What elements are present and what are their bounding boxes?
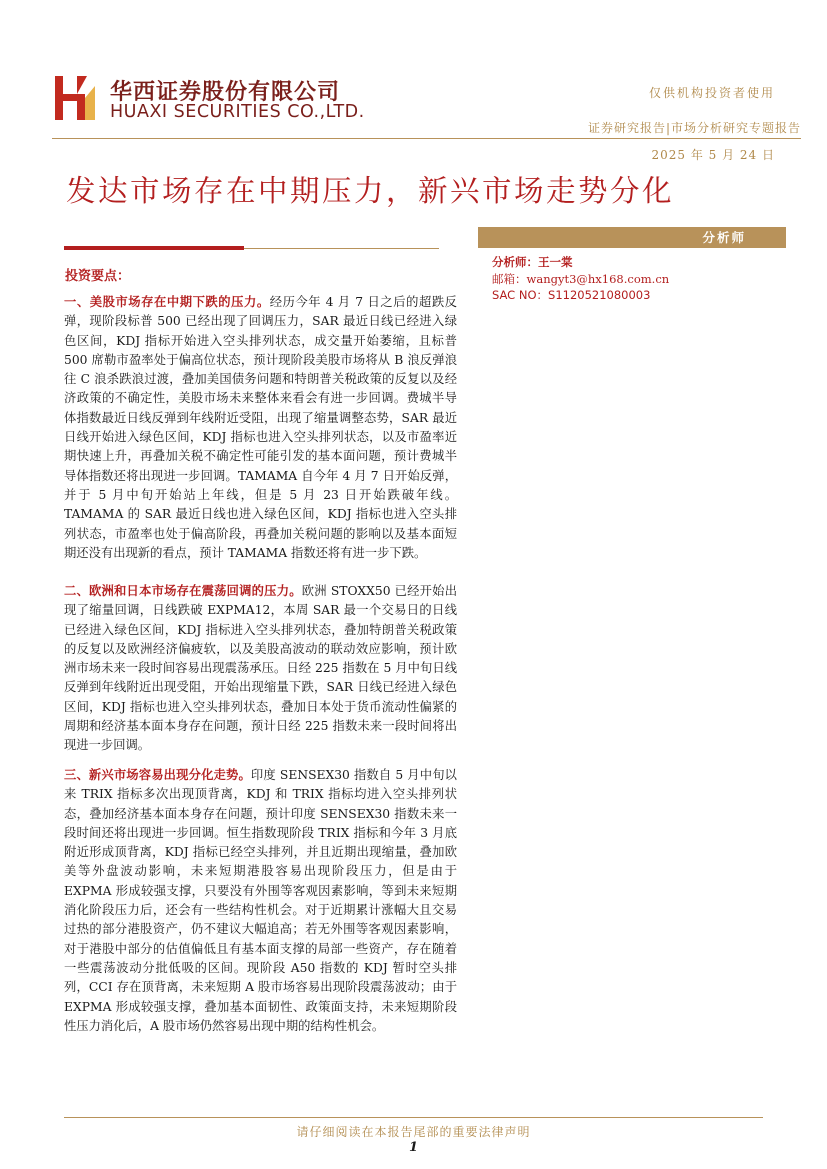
huaxi-logo-icon (53, 72, 97, 124)
header-divider (52, 138, 801, 139)
section-text: 印度 SENSEX30 指数自 5 月中旬以来 TRIX 指标多次出现顶背离，KDJ 和 TRIX 指标均进入空头排列状态，叠加经济基本面本身存在问题，预计印度 SENSEX30 指数未来一段时间还将出现进一步回调。恒生指数现阶段 TRIX 指标和今年 3 月底附近形成顶背离，KDJ 指标已经空头排列，并且近期出现缩量，叠加欧美等外盘波动影响，未来短期港股容易出现阶段压力，但是由于 EXPMA 形成较强支撑，只要没有外围等客观因素影响，等到未来短期消化阶段压力后，还会有一些结构性机会。对于近期累计涨幅大且交易过热的部分港股资产，仍不建议大幅追高；若无外围等客观因素影响，对于港股中部分的估值偏低且有基本面支撑的局部一些资产，存在随着一些震荡波动分批低吸的区间。现阶段 A50 指数的 KDJ 暂时空头排列，CCI 存在顶背离，未来短期 A 股市场容易出现阶段震荡波动；由于 EXPMA 形成较强支撑，叠加基本面韧性、政策面支持，未来短期阶段性压力消化后，A 股市场仍然容易出现中期的结构性机会。 (64, 768, 457, 1033)
section-lead: 一、美股市场存在中期下跌的压力。 (64, 294, 270, 309)
report-title: 发达市场存在中期压力，新兴市场走势分化 (66, 174, 675, 208)
key-points-heading: 投资要点： (65, 269, 131, 284)
title-underline (64, 246, 439, 250)
section-lead: 三、新兴市场容易出现分化走势。 (64, 767, 251, 782)
section-lead: 二、欧洲和日本市场存在震荡回调的压力。 (64, 583, 302, 598)
company-name-cn: 华西证券股份有限公司 (110, 80, 341, 105)
analyst-sac-number: SAC NO：S1120521080003 (492, 288, 651, 302)
section-us-market (64, 292, 457, 563)
analyst-box-header: 分析师 (478, 227, 786, 248)
section-emerging-market (64, 765, 457, 1036)
analyst-email: 邮箱：wangyt3@hx168.com.cn (492, 272, 670, 286)
section-europe-japan-market (64, 581, 457, 756)
legal-notice: 请仔细阅读在本报告尾部的重要法律声明 (296, 1125, 531, 1139)
report-type: 证券研究报告|市场分析研究专题报告 (587, 121, 801, 135)
section-text: 经历今年 4 月 7 日之后的超跌反弹，现阶段标普 500 已经出现了回调压力，SAR 最近日线已经进入绿色区间，KDJ 指标开始进入空头排列状态，成交量开始萎缩，且标普 500 席勒市盈率处于偏高位状态，预计现阶段美股市场将从 B 浪反弹浪往 C 浪杀跌浪过渡，叠加美国债务问题和特朗普关税政策的反复以及经济政策的不确定性，美股市场未来整体来看会有进一步回调。费城半导体指数最近日线反弹到年线附近受阻，出现了缩量调整态势，SAR 最近日线开始进入绿色区间，KDJ 指标也进入空头排列状态，以及市盈率近期快速上升，再叠加关税不确定性可能引发的基本面问题，预计费城半导体指数还将出现进一步回调。TAMAMA 自今年 4 月 7 日开始反弹，并于 5 月中旬开始站上年线，但是 5 月 23 日开始跌破年线。TAMAMA 的 SAR 最近日线也进入绿色区间，KDJ 指标也进入空头排列状态，市盈率也处于偏高阶段，再叠加关税问题的影响以及基本面短期还没有出现新的看点，预计 TAMAMA 指数还将有进一步下跌。 (64, 295, 457, 560)
page-number: 1 (408, 1140, 419, 1155)
section-text: 欧洲 STOXX50 已经开始出现了缩量回调，日线跌破 EXPMA12，本周 SAR 最一个交易日的日线已经进入绿色区间，KDJ 指标进入空头排列状态，叠加特朗普关税政策的反复以及欧洲经济偏疲软，以及美股高波动的联动效应影响，预计欧洲市场未来一段时间容易出现震荡承压。日经 225 指数在 5 月中旬日线反弹到年线附近出现受阻，开始出现缩量下跌，SAR 日线已经进入绿色区间，KDJ 指标也进入空头排列状态，叠加日本处于货币流动性偏紧的周期和经济基本面本身存在问题，预计日经 225 指数未来一段时间将出现进一步回调。 (64, 584, 457, 753)
footer-divider (64, 1117, 763, 1118)
analyst-name: 分析师：王一棠 (492, 255, 573, 269)
company-name-en: HUAXI SECURITIES CO.,LTD. (110, 102, 365, 122)
report-date: 2025 年 5 月 24 日 (651, 148, 775, 162)
investor-only-notice: 仅供机构投资者使用 (648, 86, 775, 100)
